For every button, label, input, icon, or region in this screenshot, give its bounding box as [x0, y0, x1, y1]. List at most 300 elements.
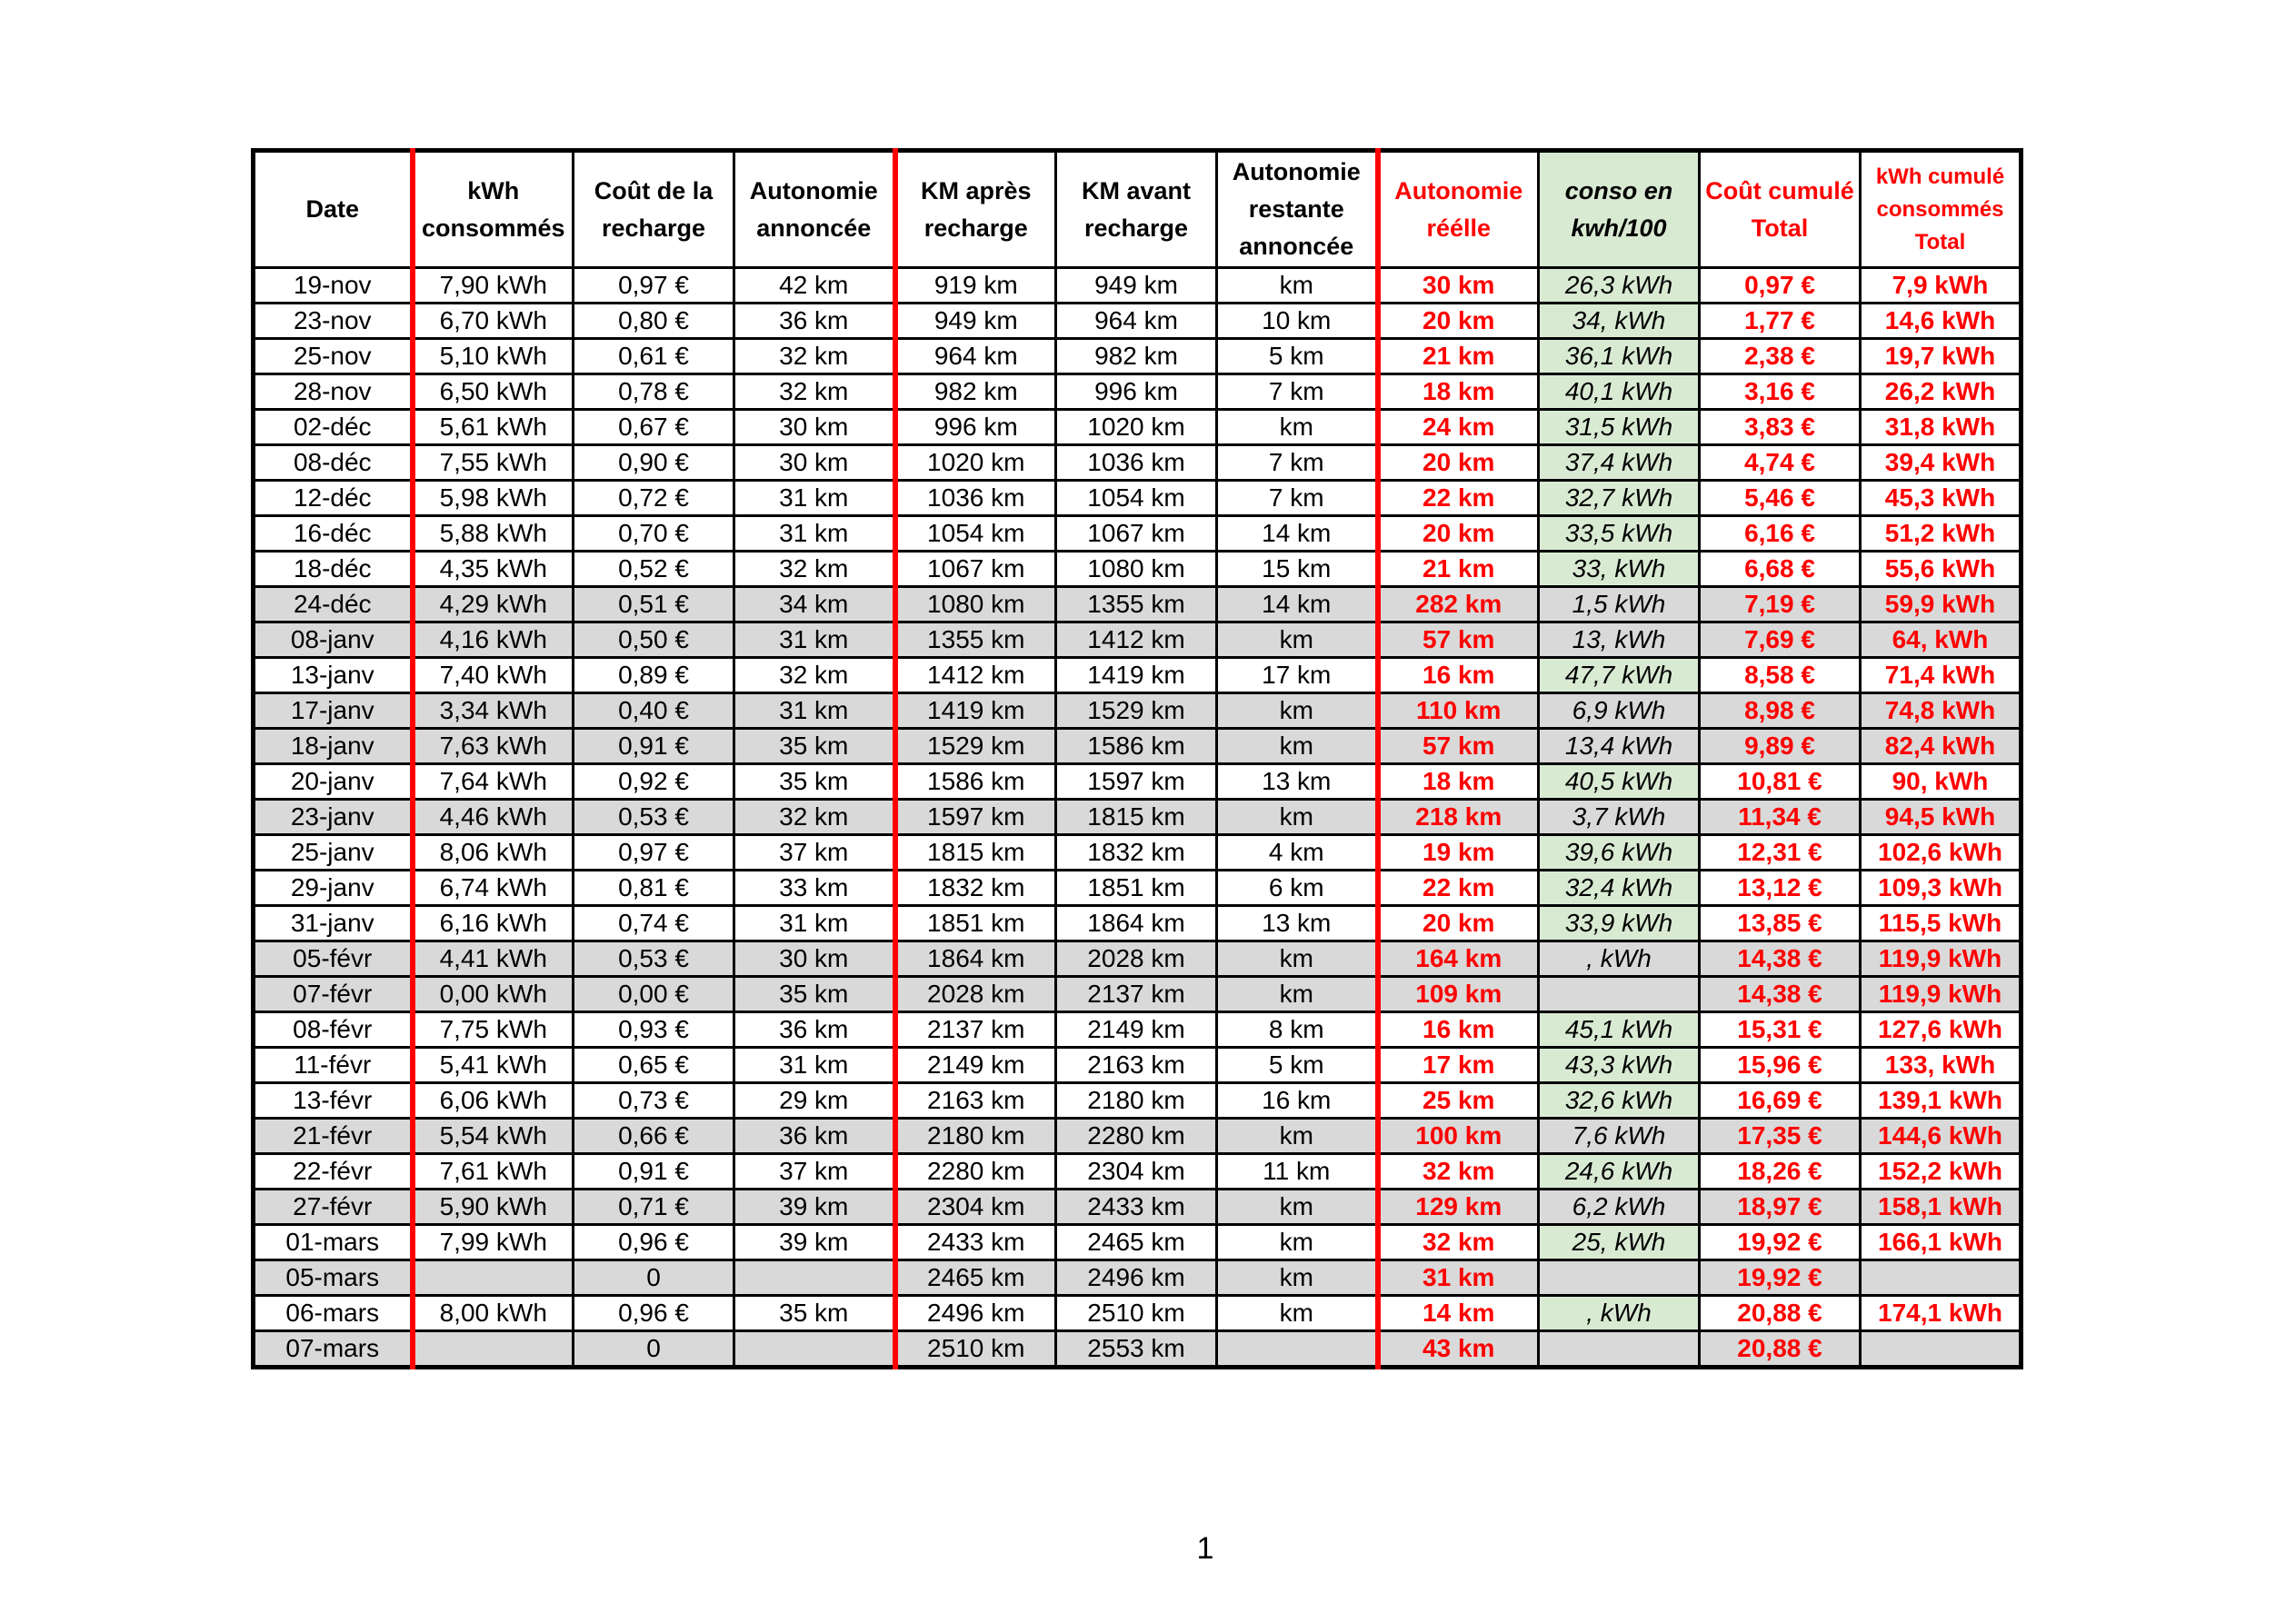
cell-conso: , kWh: [1539, 1296, 1700, 1331]
cell-kwh: 7,55 kWh: [413, 445, 574, 481]
cell-cout-cumule: 5,46 €: [1700, 481, 1861, 516]
cell-autonomie: 35 km: [734, 1296, 895, 1331]
header-km-avant: KM avant recharge: [1056, 151, 1217, 268]
cell-autonomie: 36 km: [734, 304, 895, 339]
table-row: [254, 339, 2021, 374]
cell-km-avant: 2280 km: [1056, 1119, 1217, 1154]
cell-kwh: 5,88 kWh: [413, 516, 574, 552]
table-row: [254, 1190, 2021, 1225]
cell-autonomie: 31 km: [734, 516, 895, 552]
cell-kwh: 5,10 kWh: [413, 339, 574, 374]
table-row: [254, 268, 2021, 304]
cell-cout: 0,66 €: [574, 1119, 734, 1154]
cell-reelle: 110 km: [1378, 693, 1539, 729]
cell-km-apres: 982 km: [895, 374, 1056, 410]
cell-km-avant: 982 km: [1056, 339, 1217, 374]
cell-date: 18-déc: [254, 552, 413, 587]
cell-cout: 0,81 €: [574, 871, 734, 906]
cell-cout-cumule: 13,85 €: [1700, 906, 1861, 941]
cell-cout: 0,65 €: [574, 1048, 734, 1083]
cell-restante: km: [1217, 941, 1378, 977]
cell-cout: 0,71 €: [574, 1190, 734, 1225]
cell-restante: km: [1217, 1296, 1378, 1331]
cell-autonomie: 30 km: [734, 941, 895, 977]
cell-kwh-cumule: 51,2 kWh: [1861, 516, 2021, 552]
cell-date: 16-déc: [254, 516, 413, 552]
cell-restante: km: [1217, 1190, 1378, 1225]
cell-km-apres: 1080 km: [895, 587, 1056, 622]
header-restante: Autonomie restante annoncée: [1217, 151, 1378, 268]
table-row: [254, 1083, 2021, 1119]
cell-kwh-cumule: 119,9 kWh: [1861, 941, 2021, 977]
cell-restante: 15 km: [1217, 552, 1378, 587]
cell-kwh: 5,98 kWh: [413, 481, 574, 516]
cell-kwh-cumule: 74,8 kWh: [1861, 693, 2021, 729]
cell-conso: 13, kWh: [1539, 622, 1700, 658]
cell-kwh: 4,29 kWh: [413, 587, 574, 622]
cell-cout: 0,91 €: [574, 729, 734, 764]
cell-km-avant: 2180 km: [1056, 1083, 1217, 1119]
table-row: [254, 552, 2021, 587]
cell-km-apres: 1529 km: [895, 729, 1056, 764]
cell-kwh-cumule: 59,9 kWh: [1861, 587, 2021, 622]
cell-restante: 6 km: [1217, 871, 1378, 906]
cell-kwh-cumule: 55,6 kWh: [1861, 552, 2021, 587]
cell-kwh: 6,70 kWh: [413, 304, 574, 339]
cell-restante: 7 km: [1217, 374, 1378, 410]
cell-kwh-cumule: [1861, 1331, 2021, 1368]
cell-date: 12-déc: [254, 481, 413, 516]
header-date: Date: [254, 151, 413, 268]
cell-kwh-cumule: 119,9 kWh: [1861, 977, 2021, 1012]
cell-km-avant: 1529 km: [1056, 693, 1217, 729]
cell-km-apres: 2496 km: [895, 1296, 1056, 1331]
cell-autonomie: 36 km: [734, 1012, 895, 1048]
cell-km-apres: 1355 km: [895, 622, 1056, 658]
cell-kwh-cumule: 174,1 kWh: [1861, 1296, 2021, 1331]
cell-km-avant: 1851 km: [1056, 871, 1217, 906]
cell-reelle: 100 km: [1378, 1119, 1539, 1154]
header-row: [254, 151, 2021, 268]
table-row: [254, 1260, 2021, 1296]
cell-kwh-cumule: 31,8 kWh: [1861, 410, 2021, 445]
cell-kwh: 5,41 kWh: [413, 1048, 574, 1083]
cell-kwh-cumule: 139,1 kWh: [1861, 1083, 2021, 1119]
cell-autonomie: 37 km: [734, 1154, 895, 1190]
cell-cout: 0,50 €: [574, 622, 734, 658]
cell-conso: [1539, 1331, 1700, 1368]
cell-autonomie: 37 km: [734, 835, 895, 871]
cell-kwh-cumule: 166,1 kWh: [1861, 1225, 2021, 1260]
cell-reelle: 24 km: [1378, 410, 1539, 445]
table-row: [254, 835, 2021, 871]
cell-reelle: 57 km: [1378, 729, 1539, 764]
cell-cout: 0: [574, 1331, 734, 1368]
cell-conso: 33,5 kWh: [1539, 516, 1700, 552]
cell-kwh: 4,41 kWh: [413, 941, 574, 977]
cell-date: 08-févr: [254, 1012, 413, 1048]
cell-reelle: 18 km: [1378, 764, 1539, 800]
cell-reelle: 43 km: [1378, 1331, 1539, 1368]
cell-kwh-cumule: 26,2 kWh: [1861, 374, 2021, 410]
cell-date: 22-févr: [254, 1154, 413, 1190]
cell-km-avant: 1419 km: [1056, 658, 1217, 693]
charging-log-table: [251, 148, 2023, 1369]
cell-km-avant: 2163 km: [1056, 1048, 1217, 1083]
cell-cout: 0,70 €: [574, 516, 734, 552]
cell-restante: km: [1217, 1260, 1378, 1296]
cell-autonomie: 29 km: [734, 1083, 895, 1119]
table-row: [254, 906, 2021, 941]
cell-cout: 0,51 €: [574, 587, 734, 622]
cell-cout-cumule: 20,88 €: [1700, 1331, 1861, 1368]
header-kwh: kWh consommés: [413, 151, 574, 268]
cell-date: 23-janv: [254, 800, 413, 835]
cell-reelle: 20 km: [1378, 906, 1539, 941]
cell-autonomie: 39 km: [734, 1190, 895, 1225]
cell-km-apres: 996 km: [895, 410, 1056, 445]
cell-kwh-cumule: 109,3 kWh: [1861, 871, 2021, 906]
cell-date: 19-nov: [254, 268, 413, 304]
cell-kwh-cumule: [1861, 1260, 2021, 1296]
cell-restante: km: [1217, 622, 1378, 658]
cell-reelle: 218 km: [1378, 800, 1539, 835]
cell-conso: 25, kWh: [1539, 1225, 1700, 1260]
cell-km-avant: 1355 km: [1056, 587, 1217, 622]
cell-conso: 33, kWh: [1539, 552, 1700, 587]
table-row: [254, 1012, 2021, 1048]
cell-date: 07-mars: [254, 1331, 413, 1368]
cell-km-apres: 2028 km: [895, 977, 1056, 1012]
cell-kwh-cumule: 90, kWh: [1861, 764, 2021, 800]
table-row: [254, 516, 2021, 552]
cell-kwh-cumule: 71,4 kWh: [1861, 658, 2021, 693]
cell-kwh-cumule: 133, kWh: [1861, 1048, 2021, 1083]
cell-cout-cumule: 7,69 €: [1700, 622, 1861, 658]
cell-autonomie: 36 km: [734, 1119, 895, 1154]
cell-cout-cumule: 19,92 €: [1700, 1260, 1861, 1296]
cell-cout-cumule: 9,89 €: [1700, 729, 1861, 764]
cell-restante: 14 km: [1217, 516, 1378, 552]
cell-kwh-cumule: 102,6 kWh: [1861, 835, 2021, 871]
cell-date: 31-janv: [254, 906, 413, 941]
cell-reelle: 20 km: [1378, 304, 1539, 339]
cell-cout-cumule: 18,26 €: [1700, 1154, 1861, 1190]
cell-date: 13-janv: [254, 658, 413, 693]
cell-cout: 0,67 €: [574, 410, 734, 445]
cell-km-apres: 2280 km: [895, 1154, 1056, 1190]
cell-kwh: 6,74 kWh: [413, 871, 574, 906]
cell-cout-cumule: 12,31 €: [1700, 835, 1861, 871]
cell-km-avant: 2496 km: [1056, 1260, 1217, 1296]
cell-cout: 0,53 €: [574, 800, 734, 835]
cell-restante: km: [1217, 729, 1378, 764]
cell-autonomie: 39 km: [734, 1225, 895, 1260]
cell-date: 06-mars: [254, 1296, 413, 1331]
cell-cout-cumule: 15,96 €: [1700, 1048, 1861, 1083]
cell-date: 01-mars: [254, 1225, 413, 1260]
table-row: [254, 1119, 2021, 1154]
cell-date: 20-janv: [254, 764, 413, 800]
cell-autonomie: 35 km: [734, 977, 895, 1012]
cell-km-apres: 1832 km: [895, 871, 1056, 906]
cell-cout-cumule: 7,19 €: [1700, 587, 1861, 622]
cell-cout-cumule: 0,97 €: [1700, 268, 1861, 304]
table-row: [254, 658, 2021, 693]
table-row: [254, 871, 2021, 906]
cell-cout-cumule: 20,88 €: [1700, 1296, 1861, 1331]
cell-conso: 1,5 kWh: [1539, 587, 1700, 622]
cell-restante: km: [1217, 410, 1378, 445]
cell-autonomie: 31 km: [734, 1048, 895, 1083]
cell-autonomie: 33 km: [734, 871, 895, 906]
cell-conso: 43,3 kWh: [1539, 1048, 1700, 1083]
cell-date: 05-févr: [254, 941, 413, 977]
cell-reelle: 129 km: [1378, 1190, 1539, 1225]
cell-kwh-cumule: 7,9 kWh: [1861, 268, 2021, 304]
cell-km-apres: 1597 km: [895, 800, 1056, 835]
header-conso: conso en kwh/100: [1539, 151, 1700, 268]
cell-conso: 32,6 kWh: [1539, 1083, 1700, 1119]
cell-km-apres: 1419 km: [895, 693, 1056, 729]
cell-cout: 0,73 €: [574, 1083, 734, 1119]
cell-kwh-cumule: 64, kWh: [1861, 622, 2021, 658]
cell-cout: 0,97 €: [574, 835, 734, 871]
cell-autonomie: 31 km: [734, 693, 895, 729]
cell-kwh: 6,16 kWh: [413, 906, 574, 941]
table-row: [254, 1154, 2021, 1190]
table-row: [254, 764, 2021, 800]
cell-date: 13-févr: [254, 1083, 413, 1119]
cell-conso: 33,9 kWh: [1539, 906, 1700, 941]
cell-kwh: 3,34 kWh: [413, 693, 574, 729]
cell-reelle: 164 km: [1378, 941, 1539, 977]
cell-cout-cumule: 3,83 €: [1700, 410, 1861, 445]
table-row: [254, 1331, 2021, 1368]
cell-conso: [1539, 1260, 1700, 1296]
header-cout: Coût de la recharge: [574, 151, 734, 268]
cell-reelle: 16 km: [1378, 658, 1539, 693]
cell-km-avant: 1597 km: [1056, 764, 1217, 800]
cell-kwh-cumule: 144,6 kWh: [1861, 1119, 2021, 1154]
cell-km-avant: 949 km: [1056, 268, 1217, 304]
cell-kwh-cumule: 127,6 kWh: [1861, 1012, 2021, 1048]
cell-reelle: 22 km: [1378, 481, 1539, 516]
cell-km-apres: 2163 km: [895, 1083, 1056, 1119]
cell-kwh: 5,61 kWh: [413, 410, 574, 445]
cell-cout: 0,74 €: [574, 906, 734, 941]
header-km-apres: KM après recharge: [895, 151, 1056, 268]
cell-conso: , kWh: [1539, 941, 1700, 977]
cell-date: 08-déc: [254, 445, 413, 481]
table-row: [254, 1225, 2021, 1260]
cell-cout-cumule: 19,92 €: [1700, 1225, 1861, 1260]
cell-restante: 5 km: [1217, 339, 1378, 374]
cell-reelle: 282 km: [1378, 587, 1539, 622]
cell-kwh-cumule: 158,1 kWh: [1861, 1190, 2021, 1225]
cell-conso: 6,9 kWh: [1539, 693, 1700, 729]
cell-date: 21-févr: [254, 1119, 413, 1154]
cell-reelle: 21 km: [1378, 339, 1539, 374]
cell-cout: 0,00 €: [574, 977, 734, 1012]
table-row: [254, 1296, 2021, 1331]
cell-autonomie: 32 km: [734, 800, 895, 835]
cell-cout-cumule: 14,38 €: [1700, 977, 1861, 1012]
cell-cout: 0,91 €: [574, 1154, 734, 1190]
cell-restante: 13 km: [1217, 906, 1378, 941]
cell-reelle: 21 km: [1378, 552, 1539, 587]
table-row: [254, 977, 2021, 1012]
cell-restante: 5 km: [1217, 1048, 1378, 1083]
cell-km-apres: 2149 km: [895, 1048, 1056, 1083]
cell-km-apres: 964 km: [895, 339, 1056, 374]
cell-km-apres: 1412 km: [895, 658, 1056, 693]
cell-cout-cumule: 11,34 €: [1700, 800, 1861, 835]
cell-cout-cumule: 2,38 €: [1700, 339, 1861, 374]
cell-reelle: 18 km: [1378, 374, 1539, 410]
cell-date: 08-janv: [254, 622, 413, 658]
cell-km-avant: 1036 km: [1056, 445, 1217, 481]
cell-cout: 0,40 €: [574, 693, 734, 729]
cell-km-apres: 2180 km: [895, 1119, 1056, 1154]
cell-conso: 32,4 kWh: [1539, 871, 1700, 906]
cell-restante: km: [1217, 800, 1378, 835]
cell-km-avant: 2137 km: [1056, 977, 1217, 1012]
cell-conso: 34, kWh: [1539, 304, 1700, 339]
header-reelle: Autonomie réélle: [1378, 151, 1539, 268]
cell-km-avant: 964 km: [1056, 304, 1217, 339]
table-row: [254, 729, 2021, 764]
cell-conso: 45,1 kWh: [1539, 1012, 1700, 1048]
cell-reelle: 20 km: [1378, 516, 1539, 552]
cell-date: 02-déc: [254, 410, 413, 445]
cell-kwh: 7,63 kWh: [413, 729, 574, 764]
cell-reelle: 14 km: [1378, 1296, 1539, 1331]
cell-conso: 7,6 kWh: [1539, 1119, 1700, 1154]
cell-date: 18-janv: [254, 729, 413, 764]
cell-km-avant: 2304 km: [1056, 1154, 1217, 1190]
cell-cout: 0,93 €: [574, 1012, 734, 1048]
cell-kwh-cumule: 39,4 kWh: [1861, 445, 2021, 481]
cell-autonomie: 30 km: [734, 410, 895, 445]
cell-kwh-cumule: 82,4 kWh: [1861, 729, 2021, 764]
cell-cout: 0,97 €: [574, 268, 734, 304]
cell-conso: 37,4 kWh: [1539, 445, 1700, 481]
cell-kwh-cumule: 19,7 kWh: [1861, 339, 2021, 374]
cell-autonomie: 32 km: [734, 552, 895, 587]
cell-autonomie: 31 km: [734, 906, 895, 941]
cell-kwh: [413, 1331, 574, 1368]
cell-restante: 13 km: [1217, 764, 1378, 800]
table-row: [254, 587, 2021, 622]
header-autonomie: Autonomie annoncée: [734, 151, 895, 268]
cell-km-avant: 1054 km: [1056, 481, 1217, 516]
cell-cout: 0,78 €: [574, 374, 734, 410]
cell-cout-cumule: 10,81 €: [1700, 764, 1861, 800]
cell-conso: 24,6 kWh: [1539, 1154, 1700, 1190]
cell-km-apres: 1020 km: [895, 445, 1056, 481]
cell-kwh: 7,90 kWh: [413, 268, 574, 304]
cell-kwh-cumule: 152,2 kWh: [1861, 1154, 2021, 1190]
cell-kwh: 5,54 kWh: [413, 1119, 574, 1154]
cell-km-apres: 1815 km: [895, 835, 1056, 871]
cell-kwh-cumule: 115,5 kWh: [1861, 906, 2021, 941]
cell-autonomie: [734, 1260, 895, 1296]
cell-cout-cumule: 15,31 €: [1700, 1012, 1861, 1048]
cell-restante: 14 km: [1217, 587, 1378, 622]
cell-km-avant: 2510 km: [1056, 1296, 1217, 1331]
cell-cout: 0,52 €: [574, 552, 734, 587]
cell-restante: [1217, 1331, 1378, 1368]
cell-kwh: 8,06 kWh: [413, 835, 574, 871]
cell-kwh: 6,06 kWh: [413, 1083, 574, 1119]
cell-date: 23-nov: [254, 304, 413, 339]
cell-kwh: 4,46 kWh: [413, 800, 574, 835]
cell-kwh: 7,99 kWh: [413, 1225, 574, 1260]
table-row: [254, 445, 2021, 481]
table-row: [254, 1048, 2021, 1083]
cell-restante: 10 km: [1217, 304, 1378, 339]
cell-conso: 31,5 kWh: [1539, 410, 1700, 445]
cell-restante: 16 km: [1217, 1083, 1378, 1119]
cell-cout-cumule: 8,58 €: [1700, 658, 1861, 693]
header-kwh-cumule: kWh cumulé consommés Total: [1861, 151, 2021, 268]
table-row: [254, 622, 2021, 658]
cell-cout: 0,53 €: [574, 941, 734, 977]
cell-reelle: 20 km: [1378, 445, 1539, 481]
cell-km-apres: 1036 km: [895, 481, 1056, 516]
cell-cout: 0: [574, 1260, 734, 1296]
cell-conso: 47,7 kWh: [1539, 658, 1700, 693]
cell-km-avant: 1020 km: [1056, 410, 1217, 445]
cell-cout: 0,90 €: [574, 445, 734, 481]
cell-autonomie: 32 km: [734, 339, 895, 374]
cell-kwh-cumule: 94,5 kWh: [1861, 800, 2021, 835]
cell-conso: 3,7 kWh: [1539, 800, 1700, 835]
cell-km-avant: 2028 km: [1056, 941, 1217, 977]
cell-km-apres: 1054 km: [895, 516, 1056, 552]
cell-kwh: [413, 1260, 574, 1296]
cell-restante: km: [1217, 268, 1378, 304]
cell-km-avant: 2433 km: [1056, 1190, 1217, 1225]
cell-reelle: 30 km: [1378, 268, 1539, 304]
header-cout-cumule: Coût cumulé Total: [1700, 151, 1861, 268]
cell-conso: [1539, 977, 1700, 1012]
cell-restante: km: [1217, 977, 1378, 1012]
cell-reelle: 17 km: [1378, 1048, 1539, 1083]
cell-cout-cumule: 18,97 €: [1700, 1190, 1861, 1225]
cell-autonomie: 32 km: [734, 374, 895, 410]
cell-cout: 0,96 €: [574, 1225, 734, 1260]
cell-kwh-cumule: 14,6 kWh: [1861, 304, 2021, 339]
cell-kwh: 8,00 kWh: [413, 1296, 574, 1331]
cell-cout: 0,72 €: [574, 481, 734, 516]
cell-cout-cumule: 13,12 €: [1700, 871, 1861, 906]
cell-autonomie: 35 km: [734, 729, 895, 764]
table-row: [254, 941, 2021, 977]
cell-conso: 39,6 kWh: [1539, 835, 1700, 871]
cell-km-apres: 1851 km: [895, 906, 1056, 941]
cell-cout: 0,89 €: [574, 658, 734, 693]
cell-date: 25-janv: [254, 835, 413, 871]
table-row: [254, 304, 2021, 339]
table-row: [254, 693, 2021, 729]
cell-cout: 0,80 €: [574, 304, 734, 339]
cell-reelle: 32 km: [1378, 1154, 1539, 1190]
cell-date: 11-févr: [254, 1048, 413, 1083]
cell-restante: km: [1217, 1119, 1378, 1154]
cell-reelle: 32 km: [1378, 1225, 1539, 1260]
